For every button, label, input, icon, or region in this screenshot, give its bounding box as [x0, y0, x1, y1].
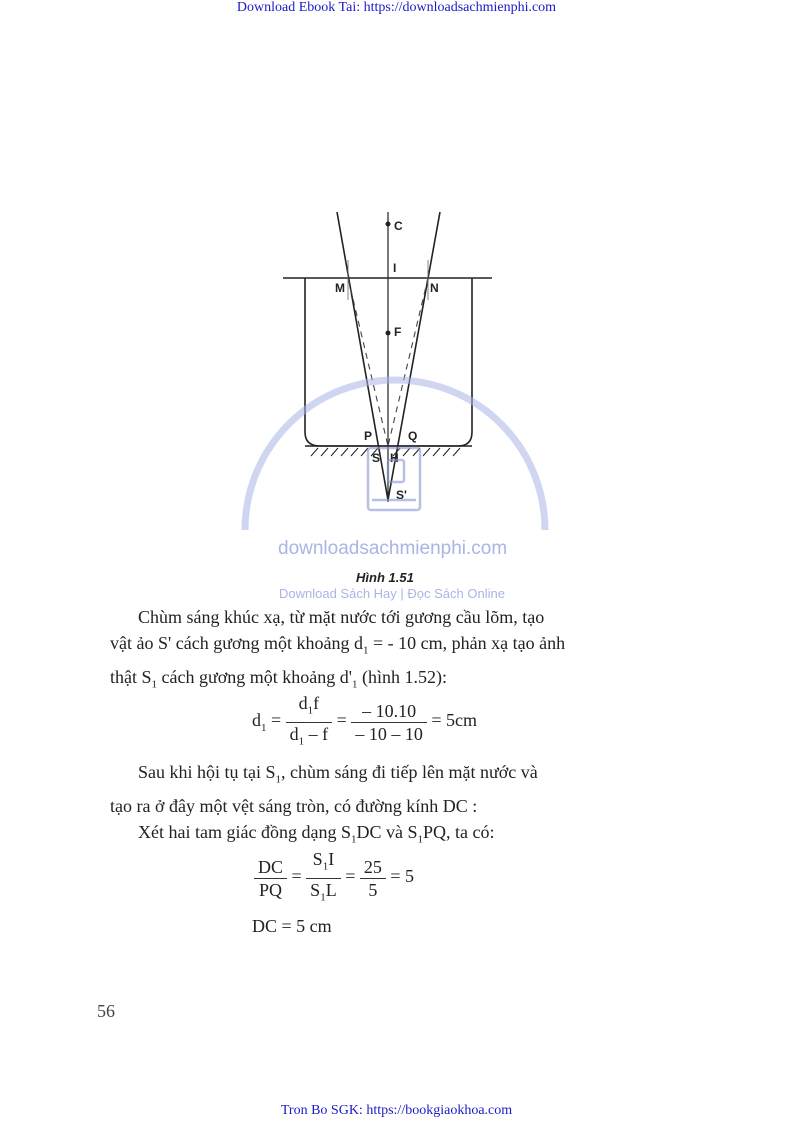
label-i: I	[393, 261, 397, 275]
label-h: H	[390, 451, 399, 465]
footer-link[interactable]: Tron Bo SGK: https://bookgiaokhoa.com	[280, 1103, 513, 1118]
page-number: 56	[97, 1001, 115, 1021]
watermark-text: downloadsachmienphi.com	[278, 538, 508, 559]
label-m: M	[335, 281, 345, 295]
equation-1: $d_1$ = $\frac{d_1f}{d_1 - f}$ = $\frac{- 10.10}{- 10 - 10}$ = 5cm	[252, 693, 477, 748]
figure-diagram	[0, 200, 793, 530]
point-c	[386, 222, 391, 227]
ray-right-dashed	[388, 278, 428, 446]
header-link[interactable]: Download Ebook Tai: https://downloadsachmienphi.com	[236, 0, 557, 15]
equation-2: $\frac{DC}{PQ}$ = $\frac{S_1I}{S_1L}$ = $\frac{25}{5}$ = 5	[254, 848, 414, 908]
equation-3: DC = 5 cm	[252, 916, 332, 936]
label-n: N	[430, 281, 439, 295]
label-s-prime: S'	[396, 488, 407, 502]
ray-left	[337, 212, 388, 500]
label-s: S	[372, 451, 381, 465]
figure-caption: Hình 1.51	[356, 570, 414, 585]
label-c: C	[394, 219, 403, 233]
label-f: F	[394, 325, 402, 339]
point-f	[386, 331, 391, 336]
label-q: Q	[408, 429, 418, 443]
ray-left-dashed	[348, 278, 388, 446]
paragraph-3: Xét hai tam giác đồng dạng $S_1DC$ và $S_1PQ$, ta có:	[138, 822, 495, 846]
paragraph-1: Chùm sáng khúc xạ, từ mặt nước tới gương cầu lõm, tạo vật ảo S' cách gương một khoảng $d_1$ = - 10 cm, phản xạ tạo ảnh thật $S_1$ cách gương một khoảng $d'_1$ (hình 1.52):	[110, 607, 566, 691]
watermark-subtext: Download Sách Hay | Đọc Sách Online	[279, 586, 505, 601]
label-p: P	[364, 429, 373, 443]
paragraph-2: Sau khi hội tụ tại $S_1$, chùm sáng đi tiếp lên mặt nước và tạo ra ở đây một vệt sáng tròn, có đường kính DC :	[110, 762, 538, 816]
